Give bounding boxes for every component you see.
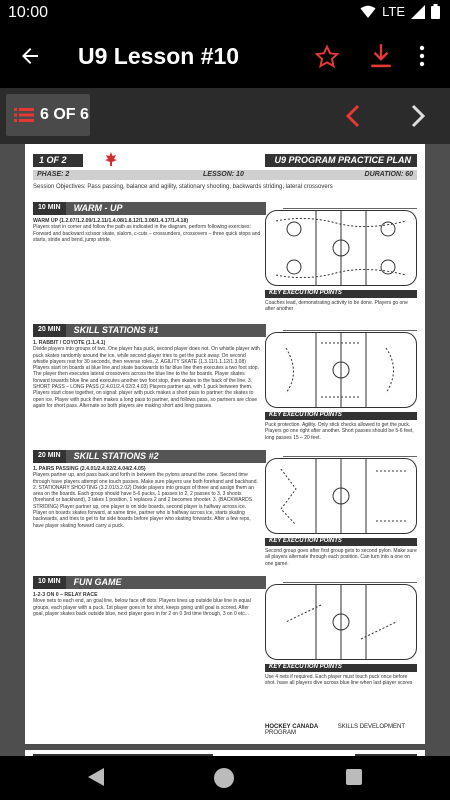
more-vert-icon[interactable] (418, 44, 426, 68)
lesson-label: LESSON: 10 (203, 171, 244, 178)
nav-recents-icon[interactable] (346, 769, 362, 785)
section-text-title: WARM UP (1.2.07/1.2.09/1.2.11/1.4.08/1.8.12/1.3.08/1.4.17/1.4.18) (33, 218, 189, 224)
battery-icon (431, 4, 440, 19)
kep-text: Use 4 nets if required. Each player must touch puck once before shot. have all players dive across blue line when last player scores (265, 674, 413, 687)
section-text-title: 1. RABBIT / COYOTE (1.1.4.1) (33, 340, 106, 346)
duration-label: DURATION: 60 (364, 171, 413, 178)
section-skill-stations-2 (33, 450, 417, 575)
section-text (33, 592, 261, 617)
section-minutes: 10 MIN (33, 202, 66, 215)
skills-program-logo: SKILLS DEVELOPMENT PROGRAM (265, 724, 405, 736)
section-body: Move nets to each end, an goal line, below face off dots. Players lines up outside blue line in equal groups, each player with a puck. 1st player goes in for shot, keeps going until goal is scored. After goal, player skates back outside blue, next player goes in for 2 on 0 3rd time through, 3 on 0 etc... (33, 598, 251, 617)
hockey-canada-logo: HOCKEY CANADA (265, 724, 319, 730)
phase-label: PHASE: 2 (37, 171, 70, 178)
page-indicator: 6 OF 6 (40, 106, 89, 123)
signal-icon (411, 5, 425, 19)
back-arrow-icon[interactable] (18, 44, 42, 68)
kep-text: Coaches lead, demonstrating activity to be done. Players go one after another (265, 300, 408, 313)
system-nav-bar (0, 756, 450, 800)
section-text-title: 1-2-3 ON 0 – RELAY RACE (33, 592, 98, 598)
section-minutes: 10 MIN (33, 576, 66, 589)
kep-label: KEY EXECUTION POINTS (265, 538, 417, 546)
rink-diagram (265, 210, 417, 286)
status-icons (360, 4, 440, 19)
page-navigation-bar (0, 88, 450, 144)
phase-row (33, 170, 417, 180)
status-time: 10:00 (8, 4, 49, 21)
section-warm-up (33, 202, 417, 322)
kep-text: Second group goes after first group gets to second pylon. Make sure all players alternate through each position. Can turn into a one on one game. (265, 548, 417, 567)
section-text (33, 466, 261, 529)
section-text (33, 340, 261, 409)
section-text-title: 1. PAIRS PASSING (2.4.01/2.4.02/2.4.04/2.4.05) (33, 466, 146, 472)
section-title: SKILL STATIONS #1 (66, 324, 266, 337)
star-icon[interactable] (314, 44, 340, 70)
section-body: Players start in corner and follow the path as indicated in the diagram, perform following exercises: Forward and backward scissor skate, slalom, c-cuts – crossunders, crossovers – three quick stops and starts, stride and bend, jump stride. (33, 224, 261, 243)
maple-leaf-logo (105, 152, 117, 166)
status-bar (0, 0, 450, 28)
wifi-icon (360, 5, 376, 19)
page-list-button[interactable] (6, 94, 90, 136)
chevron-right-icon[interactable] (405, 102, 431, 130)
nav-back-icon[interactable] (86, 766, 106, 788)
section-minutes: 20 MIN (33, 450, 66, 463)
kep-label: KEY EXECUTION POINTS (265, 664, 417, 672)
section-skill-stations-1 (33, 324, 417, 449)
page-number-label: 1 OF 2 (33, 154, 83, 167)
chevron-left-icon[interactable] (340, 102, 366, 130)
rink-diagram (265, 584, 417, 660)
session-objectives: Session Objectives: Pass passing, balance and agility, stationary shooting, backwards striding, lateral crossovers (33, 184, 333, 190)
footer-logos (265, 724, 425, 736)
pdf-viewer[interactable] (0, 144, 450, 756)
rink-diagram (265, 458, 417, 534)
document-page (25, 144, 425, 744)
nav-home-icon[interactable] (214, 768, 234, 788)
kep-text: Puck protection. Agility. Only stick checks allowed to get the puck. Players go one right after another. Short passes should be 5-6 feet, long passes 15 – 20 feet. (265, 422, 414, 441)
section-minutes: 20 MIN (33, 324, 66, 337)
section-body: Divide players into groups of two. One player has puck, second player does not. On whistle player with puck skates randomly around the ice, while second player tries to get the puck away. On second whistle players rest for 30 seconds, then reverse roles. 2. AGILITY SKATE (1.3.11/1.1.12/1.3.08) Players start on boards at blue line and skate backwards to far blue line then executes a two foot stop. The player then executes lateral crossovers across the blue line to the far boards. Player skates forward towards blue line and executes another two foot stop, then skates to the back of the line. 3. SHORT PASS – LONG PASS (2.4.01/2.4.02/2.4.03) Players partner up, with 1 puck between them. Players start close together, on signal: player with puck makes a short pass to partner; the skates to open ice. Player with puck then makes a long pass to partner, and follows pass, so partners are close again for short pass. Alternate so both players are making short and long passes. (33, 346, 260, 409)
plan-title: U9 PROGRAM PRACTICE PLAN (265, 154, 417, 167)
section-title: SKILL STATIONS #2 (66, 450, 266, 463)
kep-label: KEY EXECUTION POINTS (265, 412, 417, 420)
section-fun-game (33, 576, 417, 716)
section-text (33, 218, 261, 243)
network-type: LTE (382, 4, 405, 19)
download-icon[interactable] (368, 42, 394, 70)
section-title: FUN GAME (66, 576, 266, 589)
list-icon (14, 107, 34, 123)
kep-label: KEY EXECUTION POINTS (265, 290, 417, 298)
lesson-title: U9 Lesson #10 (78, 43, 240, 69)
section-title: WARM - UP (66, 202, 266, 215)
section-body: Players partner up, and pass back and forth in between the pylons around the zone. Second time through have players attempt one touch passes. Make sure players use both forehand and backhand. 2. STATIONARY SHOOTING (3.2.01/3.2.02) Divide players into groups of three and assign them an area on the boards. Each group should have 5-6 pucks, 1 passes to 2, 2 passes to 3, 3 shoots (forehand or backhand), 3 takes 1 position, 1 replaces 2 and 2 becomes shooter. 3. (BACKWARDS STRIDING) Player partner up, one player is on side boards, second player is halfway across ice. Player on boards skates forward, at same time, partner who is halfway across ice, starts skating backwards, and tries to get to far side boards before player who skating forwards. After a few reps, have player skating forward carry a puck. (33, 472, 258, 529)
app-bar (0, 28, 450, 88)
rink-diagram (265, 332, 417, 408)
